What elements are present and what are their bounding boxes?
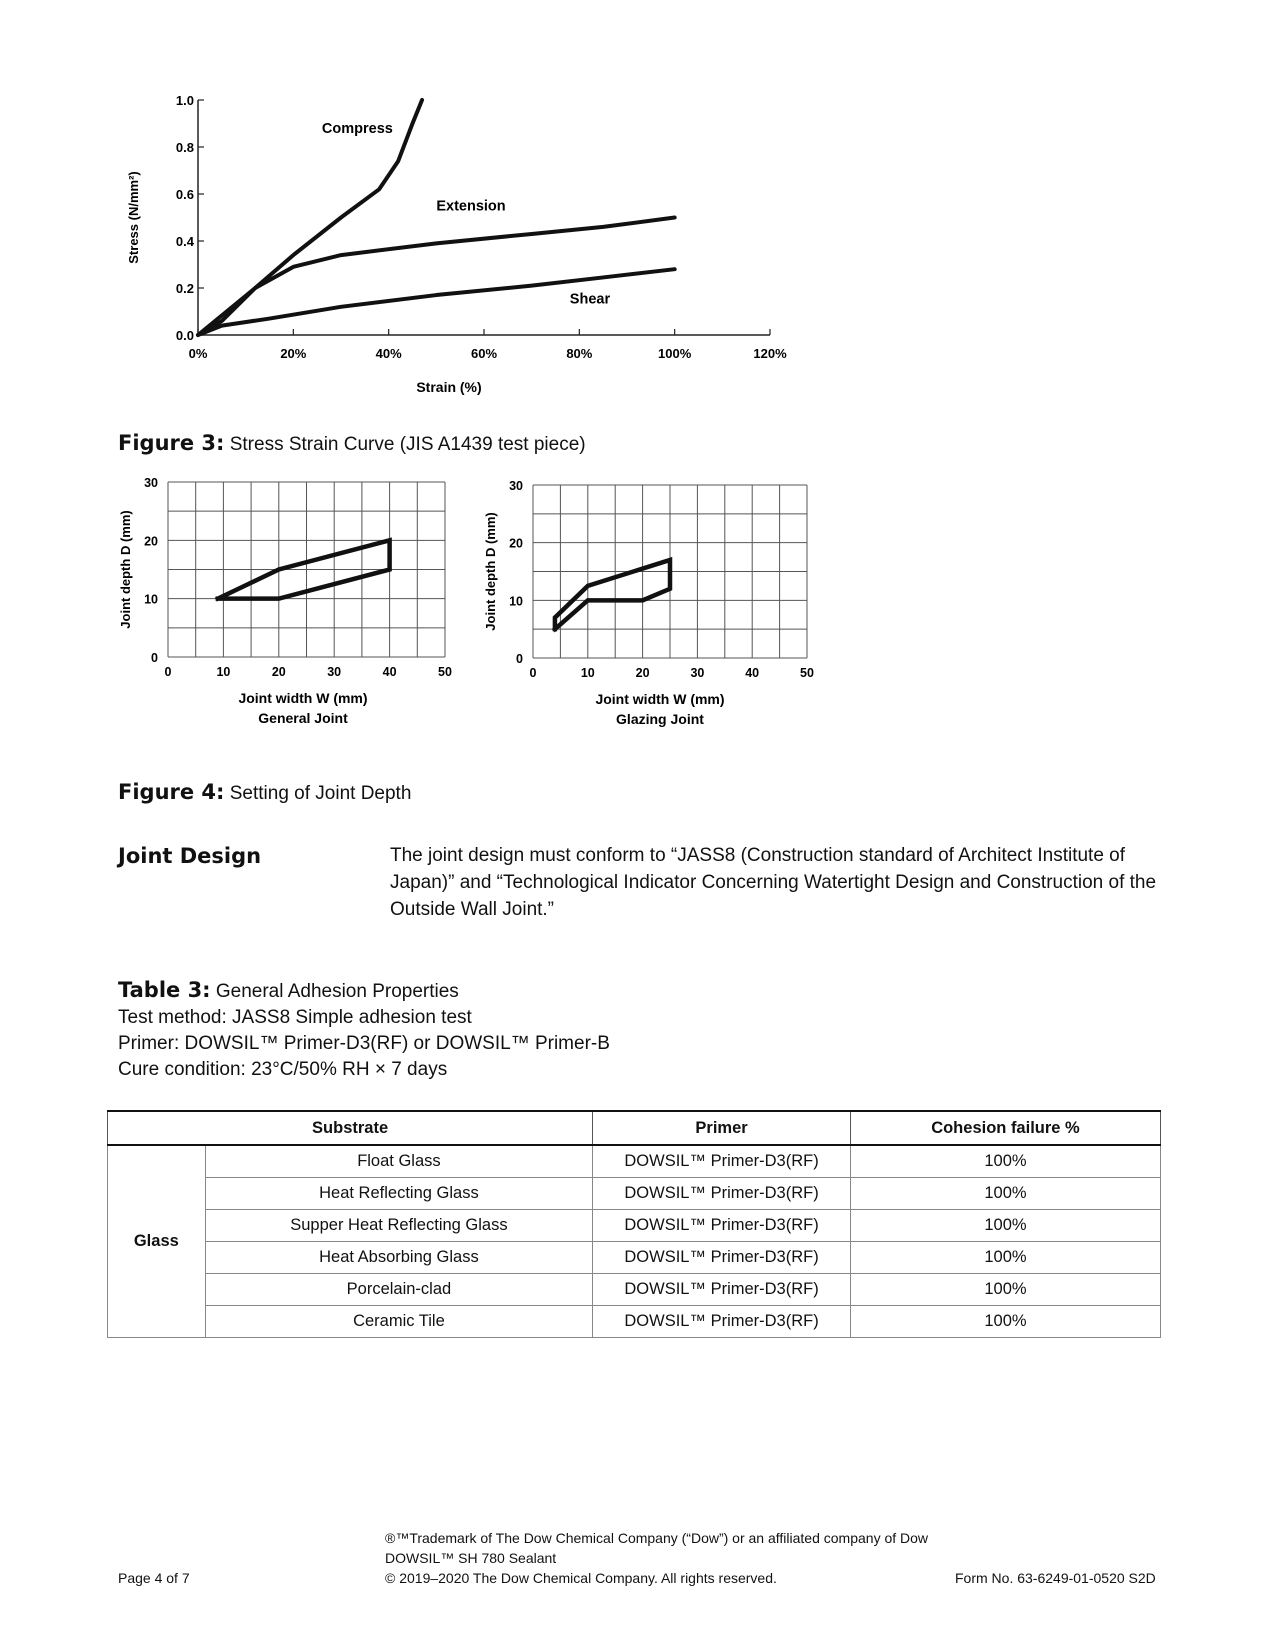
- substrate-cell: Float Glass: [205, 1145, 593, 1178]
- primer-cell: DOWSIL™ Primer-D3(RF): [593, 1306, 851, 1338]
- y-tick-label: 1.0: [175, 93, 194, 108]
- x-tick-label: 50: [800, 666, 814, 680]
- cohesion-cell: 100%: [850, 1274, 1160, 1306]
- cohesion-cell: 100%: [850, 1306, 1160, 1338]
- figure4-caption-text: Setting of Joint Depth: [229, 783, 412, 804]
- table-row: [108, 1178, 1161, 1210]
- footer-product: DOWSIL™ SH 780 Sealant: [385, 1550, 557, 1566]
- joint-design-heading: Joint Design: [118, 844, 262, 868]
- x-tick-label: 80%: [566, 346, 593, 361]
- y-tick-label: 0: [151, 651, 158, 665]
- primer-cell: DOWSIL™ Primer-D3(RF): [593, 1242, 851, 1274]
- table3-test-method: Test method: JASS8 Simple adhesion test: [118, 1007, 472, 1028]
- y-tick-label: 0.6: [175, 187, 194, 202]
- y-tick-label: 0.0: [175, 328, 194, 343]
- x-tick-label: 20: [271, 665, 286, 679]
- figure3-caption: [118, 431, 586, 456]
- adhesion-table: [107, 1110, 1161, 1338]
- x-tick-label: 0%: [188, 346, 208, 361]
- substrate-cell: Ceramic Tile: [205, 1306, 593, 1338]
- table-row: [108, 1210, 1161, 1242]
- figure4-caption-label: Figure 4:: [118, 780, 225, 804]
- series-extension-label: Extension: [436, 198, 506, 215]
- x-tick-label: 30: [327, 665, 342, 679]
- table3-caption-text: General Adhesion Properties: [215, 981, 459, 1002]
- substrate-group-cell: Glass: [108, 1145, 206, 1338]
- y-tick-label: 0.8: [175, 140, 194, 155]
- substrate-cell: Porcelain-clad: [205, 1274, 593, 1306]
- header-cohesion: Cohesion failure %: [850, 1111, 1160, 1145]
- y-tick-label: 10: [144, 592, 158, 607]
- y-tick-label: 20: [509, 536, 523, 551]
- cohesion-cell: 100%: [850, 1210, 1160, 1242]
- x-tick-label: 0: [529, 666, 537, 680]
- table3-primer: Primer: DOWSIL™ Primer-D3(RF) or DOWSIL™ Primer-B: [118, 1033, 610, 1054]
- table-row: [108, 1306, 1161, 1338]
- table3-caption: [118, 977, 610, 1005]
- joint-design-text: The joint design must conform to “JASS8 (Construction standard of Architect Institute of Japan)” and “Technological Indicator Concerning Watertight Design and Construction of the Outside Wall Joint.”: [390, 845, 1157, 920]
- figure3-caption-label: Figure 3:: [118, 431, 225, 455]
- x-tick-label: 40: [745, 666, 760, 680]
- x-tick-label: 0: [164, 665, 172, 679]
- chart-title: Glazing Joint: [616, 711, 704, 727]
- cohesion-cell: 100%: [850, 1178, 1160, 1210]
- footer-copyright: © 2019–2020 The Dow Chemical Company. All rights reserved.: [385, 1570, 777, 1586]
- x-tick-label: 10: [580, 666, 595, 680]
- footer-page-number: Page 4 of 7: [118, 1570, 190, 1586]
- primer-cell: DOWSIL™ Primer-D3(RF): [593, 1274, 851, 1306]
- table3-cure: Cure condition: 23°C/50% RH × 7 days: [118, 1059, 448, 1080]
- general-joint-chart: [110, 475, 490, 750]
- y-tick-label: 0.2: [175, 281, 194, 296]
- header-primer: Primer: [593, 1111, 851, 1145]
- stress-strain-chart: [0, 0, 820, 410]
- primer-cell: DOWSIL™ Primer-D3(RF): [593, 1210, 851, 1242]
- x-tick-label: 20: [635, 666, 650, 680]
- table-row: [108, 1145, 1161, 1178]
- x-tick-label: 10: [216, 665, 231, 679]
- cohesion-cell: 100%: [850, 1145, 1160, 1178]
- substrate-cell: Heat Absorbing Glass: [205, 1242, 593, 1274]
- substrate-cell: Heat Reflecting Glass: [205, 1178, 593, 1210]
- x-tick-label: 30: [690, 666, 705, 680]
- primer-cell: DOWSIL™ Primer-D3(RF): [593, 1178, 851, 1210]
- footer-form-number: Form No. 63-6249-01-0520 S2D: [955, 1570, 1156, 1586]
- footer-trademark: ®™Trademark of The Dow Chemical Company (“Dow”) or an affiliated company of Dow: [385, 1530, 929, 1546]
- table3-caption-block: [118, 977, 610, 1083]
- y-tick-label: 30: [144, 476, 158, 490]
- substrate-cell: Supper Heat Reflecting Glass: [205, 1210, 593, 1242]
- y-tick-label: 0: [516, 652, 523, 666]
- y-tick-label: 0.4: [175, 234, 194, 249]
- chart-title: General Joint: [258, 710, 348, 726]
- table-row: [108, 1242, 1161, 1274]
- cohesion-cell: 100%: [850, 1242, 1160, 1274]
- x-tick-label: 40: [382, 665, 397, 679]
- x-tick-label: 60%: [470, 346, 498, 361]
- x-tick-label: 100%: [658, 346, 692, 361]
- table-row: [108, 1274, 1161, 1306]
- x-axis-label: Joint width W (mm): [595, 691, 725, 707]
- x-axis-label: Joint width W (mm): [238, 690, 368, 706]
- table-header-row: [108, 1111, 1161, 1145]
- primer-cell: DOWSIL™ Primer-D3(RF): [593, 1145, 851, 1178]
- joint-range-outline: [555, 560, 670, 629]
- y-axis-label: Joint depth D (mm): [118, 510, 133, 629]
- series-shear-label: Shear: [569, 291, 611, 308]
- y-axis-label: Stress (N/mm²): [126, 171, 141, 264]
- y-tick-label: 20: [144, 534, 158, 549]
- x-tick-label: 40%: [375, 346, 402, 361]
- y-tick-label: 10: [509, 594, 523, 609]
- x-tick-label: 50: [438, 665, 452, 679]
- header-substrate: Substrate: [108, 1111, 593, 1145]
- x-tick-label: 20%: [280, 346, 307, 361]
- figure4-caption: [118, 780, 411, 805]
- x-axis-label: Strain (%): [416, 379, 482, 395]
- figure3-caption-text: Stress Strain Curve (JIS A1439 test piece): [229, 434, 586, 455]
- y-axis-label: Joint depth D (mm): [483, 512, 498, 631]
- table3-caption-label: Table 3:: [118, 978, 211, 1002]
- x-tick-label: 120%: [753, 346, 787, 361]
- glazing-joint-chart: [483, 479, 860, 755]
- y-tick-label: 30: [509, 479, 523, 493]
- series-compress-label: Compress: [321, 120, 393, 137]
